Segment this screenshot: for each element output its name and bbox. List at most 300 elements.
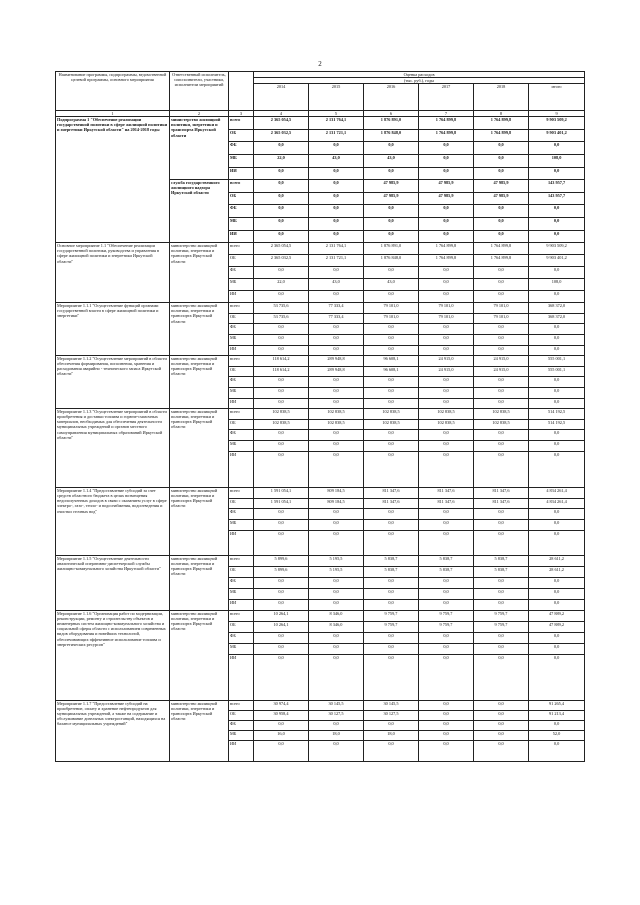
funding-source: ОБ: [229, 129, 254, 142]
amount-cell: 811 347,6: [364, 488, 419, 499]
amount-cell: 0,0: [474, 142, 529, 155]
amount-cell: 0,0: [419, 509, 474, 520]
amount-cell: 91 213,4: [529, 711, 585, 721]
amount-cell: 0,0: [529, 633, 585, 644]
amount-cell: 0,0: [419, 741, 474, 762]
amount-cell: 0,0: [474, 655, 529, 701]
amount-cell: 9 903 509,2: [529, 117, 585, 130]
amount-cell: 2 365 054,5: [254, 117, 309, 130]
executor: министерство жилищной политики, энергетики и транспорта Иркутской области: [170, 556, 229, 611]
amount-cell: 0,0: [474, 267, 529, 279]
funding-source: МБ: [229, 335, 254, 346]
amount-cell: 0,0: [364, 655, 419, 701]
column-number: 2: [170, 111, 229, 117]
amount-cell: 2 131 764,1: [309, 117, 364, 130]
amount-cell: 0,0: [254, 440, 309, 451]
table-row: [56, 409, 585, 420]
amount-cell: 0,0: [364, 440, 419, 451]
amount-cell: 0,0: [309, 335, 364, 346]
funding-source: ОБ: [229, 366, 254, 377]
amount-cell: 0,0: [364, 633, 419, 644]
amount-cell: 0,0: [474, 205, 529, 218]
amount-cell: 0,0: [254, 600, 309, 611]
funding-source: ФБ: [229, 142, 254, 155]
amount-cell: 5 838,7: [419, 567, 474, 578]
amount-cell: 0,0: [364, 600, 419, 611]
amount-cell: 0,0: [529, 721, 585, 731]
amount-cell: 0,0: [419, 633, 474, 644]
amount-cell: 0,0: [254, 430, 309, 441]
amount-cell: 102 838,5: [474, 409, 529, 420]
amount-cell: 0,0: [419, 291, 474, 303]
amount-cell: 0,0: [254, 192, 309, 205]
amount-cell: 8 346,0: [309, 622, 364, 633]
amount-cell: 0,0: [254, 142, 309, 155]
amount-cell: 0,0: [419, 142, 474, 155]
amount-cell: 0,0: [419, 589, 474, 600]
header-estimate: Оценка расходов: [254, 72, 585, 78]
funding-source: ИИ: [229, 398, 254, 409]
amount-cell: 0,0: [474, 633, 529, 644]
funding-source: МБ: [229, 440, 254, 451]
amount-cell: 0,0: [529, 398, 585, 409]
funding-source: ИИ: [229, 167, 254, 180]
column-number: 3: [229, 111, 254, 117]
amount-cell: 0,0: [364, 387, 419, 398]
amount-cell: 0,0: [254, 721, 309, 731]
amount-cell: 102 838,5: [309, 419, 364, 430]
amount-cell: 5 838,7: [419, 556, 474, 567]
amount-cell: 0,0: [309, 530, 364, 556]
amount-cell: 0,0: [529, 519, 585, 530]
amount-cell: 0,0: [254, 335, 309, 346]
funding-source: ОБ: [229, 711, 254, 721]
funding-source: ФБ: [229, 578, 254, 589]
funding-source: МБ: [229, 644, 254, 655]
amount-cell: 52,0: [529, 731, 585, 741]
amount-cell: 0,0: [419, 530, 474, 556]
funding-source: МБ: [229, 731, 254, 741]
amount-cell: 0,0: [254, 324, 309, 335]
amount-cell: 0,0: [309, 167, 364, 180]
amount-cell: 0,0: [529, 451, 585, 488]
amount-cell: 53 735,6: [254, 303, 309, 314]
funding-source: ИИ: [229, 655, 254, 701]
amount-cell: 0,0: [309, 387, 364, 398]
amount-cell: 0,0: [309, 633, 364, 644]
amount-cell: 0,0: [364, 167, 419, 180]
amount-cell: 9 903 401,2: [529, 255, 585, 267]
amount-cell: 16,0: [254, 731, 309, 741]
amount-cell: 30 145,5: [309, 701, 364, 711]
amount-cell: 22,0: [254, 155, 309, 168]
amount-cell: 0,0: [474, 230, 529, 243]
amount-cell: 0,0: [529, 205, 585, 218]
executor: министерство жилищной политики, энергетики и транспорта Иркутской области: [170, 611, 229, 701]
amount-cell: 0,0: [254, 218, 309, 231]
funding-source: ФБ: [229, 377, 254, 388]
amount-cell: 0,0: [254, 291, 309, 303]
header-units: (тыс. руб.), годы: [254, 78, 585, 84]
amount-cell: 0,0: [309, 230, 364, 243]
amount-cell: 0,0: [419, 451, 474, 488]
amount-cell: 0,0: [419, 155, 474, 168]
amount-cell: 10 264,1: [254, 611, 309, 622]
amount-cell: 4 834 261,4: [529, 498, 585, 509]
amount-cell: 0,0: [309, 205, 364, 218]
amount-cell: 0,0: [474, 530, 529, 556]
amount-cell: 1 764 899,8: [419, 243, 474, 255]
funding-source: ОБ: [229, 419, 254, 430]
executor: министерство жилищной политики, энергетики и транспорта Иркутской области: [170, 303, 229, 356]
amount-cell: 0,0: [419, 324, 474, 335]
amount-cell: 0,0: [474, 430, 529, 441]
amount-cell: 108,0: [529, 155, 585, 168]
amount-cell: 0,0: [529, 600, 585, 611]
amount-cell: 0,0: [474, 291, 529, 303]
amount-cell: 809 184,5: [309, 498, 364, 509]
funding-source: ФБ: [229, 721, 254, 731]
amount-cell: 0,0: [474, 644, 529, 655]
header-year: 2016: [364, 84, 419, 111]
funding-source: ОБ: [229, 192, 254, 205]
amount-cell: 0,0: [474, 451, 529, 488]
funding-source: всего: [229, 356, 254, 367]
amount-cell: 30 127,5: [364, 711, 419, 721]
amount-cell: 2 131 721,1: [309, 129, 364, 142]
amount-cell: 0,0: [254, 644, 309, 655]
amount-cell: 0,0: [529, 267, 585, 279]
table-row: [56, 701, 585, 711]
funding-source: всего: [229, 243, 254, 255]
amount-cell: 0,0: [309, 291, 364, 303]
funding-source: всего: [229, 180, 254, 193]
amount-cell: 0,0: [474, 731, 529, 741]
amount-cell: 0,0: [364, 377, 419, 388]
amount-cell: 1 764 899,8: [419, 129, 474, 142]
amount-cell: 0,0: [474, 589, 529, 600]
funding-source: ИИ: [229, 230, 254, 243]
amount-cell: 0,0: [474, 377, 529, 388]
column-number: 5: [309, 111, 364, 117]
funding-source: всего: [229, 409, 254, 420]
amount-cell: 0,0: [529, 589, 585, 600]
amount-cell: 0,0: [254, 180, 309, 193]
amount-cell: 0,0: [474, 335, 529, 346]
amount-cell: 102 838,5: [254, 409, 309, 420]
amount-cell: 0,0: [419, 230, 474, 243]
amount-cell: 0,0: [309, 192, 364, 205]
amount-cell: 0,0: [364, 324, 419, 335]
amount-cell: 96 608,1: [364, 366, 419, 377]
amount-cell: 0,0: [474, 509, 529, 520]
table-row: [56, 611, 585, 622]
amount-cell: 53 735,6: [254, 313, 309, 324]
amount-cell: 0,0: [419, 377, 474, 388]
amount-cell: 24 915,0: [474, 356, 529, 367]
amount-cell: 0,0: [254, 377, 309, 388]
amount-cell: 0,0: [364, 142, 419, 155]
amount-cell: 0,0: [309, 267, 364, 279]
amount-cell: 0,0: [474, 324, 529, 335]
amount-cell: 28 611,2: [529, 556, 585, 567]
amount-cell: 5 838,7: [364, 567, 419, 578]
amount-cell: 5 838,7: [364, 556, 419, 567]
amount-cell: 43,0: [309, 279, 364, 291]
amount-cell: 118 614,2: [254, 356, 309, 367]
amount-cell: 79 101,0: [419, 303, 474, 314]
amount-cell: 0,0: [529, 345, 585, 356]
amount-cell: 96 608,1: [364, 356, 419, 367]
executor: министерство жилищной политики, энергетики и транспорта Иркутской области: [170, 409, 229, 488]
amount-cell: 30 127,5: [309, 711, 364, 721]
amount-cell: 809 184,5: [309, 488, 364, 499]
column-number: 7: [419, 111, 474, 117]
amount-cell: 143 957,7: [529, 180, 585, 193]
amount-cell: 0,0: [529, 741, 585, 762]
funding-source: МБ: [229, 279, 254, 291]
amount-cell: 0,0: [529, 324, 585, 335]
amount-cell: 0,0: [474, 155, 529, 168]
amount-cell: 555 001,1: [529, 366, 585, 377]
amount-cell: 0,0: [254, 741, 309, 762]
amount-cell: 0,0: [474, 345, 529, 356]
amount-cell: 0,0: [309, 398, 364, 409]
amount-cell: 0,0: [419, 398, 474, 409]
amount-cell: 77 333,4: [309, 303, 364, 314]
amount-cell: 118 614,2: [254, 366, 309, 377]
amount-cell: 24 915,0: [474, 366, 529, 377]
amount-cell: 0,0: [364, 530, 419, 556]
amount-cell: 811 347,6: [474, 488, 529, 499]
funding-source: всего: [229, 117, 254, 130]
funding-source: ИИ: [229, 530, 254, 556]
funding-source: ИИ: [229, 741, 254, 762]
amount-cell: 22,0: [254, 279, 309, 291]
amount-cell: 0,0: [474, 600, 529, 611]
amount-cell: 0,0: [309, 655, 364, 701]
amount-cell: 0,0: [254, 655, 309, 701]
amount-cell: 102 838,5: [364, 409, 419, 420]
amount-cell: 79 101,0: [419, 313, 474, 324]
amount-cell: 0,0: [309, 451, 364, 488]
amount-cell: 0,0: [419, 644, 474, 655]
program-name: Мероприятие 1.1.4 "Предоставление субсидий за счет средств областного бюджета в целях возмещения недополученных доходов в связи с оказанием услуг в сфере электро-, газо-, тепло- и водоснабжения, водоотведения и очистки сточных вод": [56, 488, 170, 556]
amount-cell: 0,0: [419, 721, 474, 731]
amount-cell: 0,0: [309, 218, 364, 231]
budget-table-body: [56, 117, 585, 762]
amount-cell: 9 759,7: [474, 622, 529, 633]
program-name: Мероприятие 1.1.5 "Осуществление деятельности аналитической оперативно-диспетчерской службы жилищно-коммунального хозяйства Иркутской области": [56, 556, 170, 611]
amount-cell: 0,0: [419, 519, 474, 530]
amount-cell: 9 759,7: [474, 611, 529, 622]
program-name: Подпрограмма 1 "Обеспечение реализации государственной политики в сфере жилищной политики и энергетики Иркутской области" на 2014-2018 годы: [56, 117, 170, 243]
amount-cell: 4 834 261,4: [529, 488, 585, 499]
funding-source: ФБ: [229, 509, 254, 520]
amount-cell: 368 372,0: [529, 303, 585, 314]
amount-cell: 0,0: [309, 600, 364, 611]
amount-cell: 5 899,6: [254, 556, 309, 567]
amount-cell: 0,0: [474, 167, 529, 180]
amount-cell: 1 591 054,1: [254, 498, 309, 509]
amount-cell: 5 838,7: [474, 567, 529, 578]
amount-cell: 43,0: [309, 155, 364, 168]
executor: министерство жилищной политики, энергетики и транспорта Иркутской области: [170, 701, 229, 762]
amount-cell: 5 838,7: [474, 556, 529, 567]
budget-table: [55, 71, 585, 762]
funding-source: всего: [229, 488, 254, 499]
amount-cell: 0,0: [309, 440, 364, 451]
amount-cell: 0,0: [309, 324, 364, 335]
amount-cell: 1 764 899,8: [474, 255, 529, 267]
table-row: [56, 488, 585, 499]
program-name: Мероприятие 1.1.7 "Предоставление субсидий на приобретение, оплату и хранение нефтепродуктов для муниципальных учреждений, а также на содержание и обслуживание дизельных электростанций, находящихся на балансе муниципальных учреждений": [56, 701, 170, 762]
amount-cell: 0,0: [364, 345, 419, 356]
amount-cell: 0,0: [529, 644, 585, 655]
column-number: 9: [529, 111, 585, 117]
funding-source: МБ: [229, 519, 254, 530]
header-year: 2018: [474, 84, 529, 111]
column-number: 4: [254, 111, 309, 117]
amount-cell: 0,0: [474, 741, 529, 762]
header-year: 2014: [254, 84, 309, 111]
amount-cell: 0,0: [529, 335, 585, 346]
amount-cell: 0,0: [254, 633, 309, 644]
amount-cell: 0,0: [364, 218, 419, 231]
amount-cell: 30 958,4: [254, 711, 309, 721]
amount-cell: 30 974,4: [254, 701, 309, 711]
amount-cell: 47 985,9: [474, 180, 529, 193]
funding-source: ФБ: [229, 267, 254, 279]
funding-source: ИИ: [229, 451, 254, 488]
amount-cell: 0,0: [529, 387, 585, 398]
funding-source: ИИ: [229, 345, 254, 356]
amount-cell: 79 101,0: [364, 313, 419, 324]
amount-cell: 0,0: [364, 519, 419, 530]
table-row: [56, 556, 585, 567]
program-name: Мероприятие 1.1.3 "Осуществление мероприятий в области приобретения и доставки топлива и горюче-смазочных материалов, необходимых для обеспечения деятельности муниципальных учреждений и органов местного самоуправления муниципальных образований Иркутской области": [56, 409, 170, 488]
amount-cell: 0,0: [419, 345, 474, 356]
amount-cell: 0,0: [419, 701, 474, 711]
executor: министерство жилищной политики, энергетики и транспорта Иркутской области: [170, 356, 229, 409]
amount-cell: 24 915,0: [419, 366, 474, 377]
amount-cell: 0,0: [364, 398, 419, 409]
column-number: 8: [474, 111, 529, 117]
amount-cell: 47 889,2: [529, 622, 585, 633]
amount-cell: 5 195,5: [309, 556, 364, 567]
funding-source: ФБ: [229, 430, 254, 441]
amount-cell: 24 915,0: [419, 356, 474, 367]
amount-cell: 0,0: [364, 291, 419, 303]
amount-cell: 1 876 848,0: [364, 255, 419, 267]
amount-cell: 0,0: [529, 430, 585, 441]
executor: министерство жилищной политики, энергетики и транспорта Иркутской области: [170, 117, 229, 180]
amount-cell: 0,0: [419, 335, 474, 346]
amount-cell: 102 838,5: [419, 409, 474, 420]
header-responsible: Ответственный исполнитель, соисполнители, участники, исполнители мероприятий: [170, 72, 229, 111]
amount-cell: 1 591 054,1: [254, 488, 309, 499]
funding-source: всего: [229, 611, 254, 622]
header-name: Наименование программы, подпрограммы, ведомственной целевой программы, основного мероприятия: [56, 72, 170, 111]
amount-cell: 43,0: [364, 279, 419, 291]
amount-cell: 289 948,8: [309, 366, 364, 377]
funding-source: МБ: [229, 589, 254, 600]
amount-cell: 555 001,1: [529, 356, 585, 367]
amount-cell: 0,0: [474, 398, 529, 409]
amount-cell: 2 365 054,5: [254, 243, 309, 255]
funding-source: ИИ: [229, 600, 254, 611]
amount-cell: 2 131 721,1: [309, 255, 364, 267]
funding-source: ФБ: [229, 633, 254, 644]
amount-cell: 0,0: [474, 279, 529, 291]
amount-cell: 18,0: [364, 731, 419, 741]
page-number: 2: [318, 60, 322, 68]
amount-cell: 811 347,6: [419, 488, 474, 499]
amount-cell: 0,0: [309, 721, 364, 731]
amount-cell: 0,0: [364, 741, 419, 762]
amount-cell: 0,0: [364, 430, 419, 441]
amount-cell: 0,0: [419, 205, 474, 218]
amount-cell: 0,0: [419, 731, 474, 741]
amount-cell: 47 985,9: [419, 180, 474, 193]
amount-cell: 0,0: [364, 451, 419, 488]
amount-cell: 0,0: [254, 578, 309, 589]
funding-source: ФБ: [229, 324, 254, 335]
amount-cell: 9 903 401,2: [529, 129, 585, 142]
amount-cell: 0,0: [529, 230, 585, 243]
amount-cell: 1 764 899,8: [474, 129, 529, 142]
amount-cell: 0,0: [419, 267, 474, 279]
amount-cell: 811 347,6: [364, 498, 419, 509]
amount-cell: 0,0: [254, 230, 309, 243]
amount-cell: 0,0: [309, 180, 364, 193]
amount-cell: 47 985,9: [364, 192, 419, 205]
amount-cell: 0,0: [309, 509, 364, 520]
amount-cell: 108,0: [529, 279, 585, 291]
amount-cell: 0,0: [474, 721, 529, 731]
amount-cell: 0,0: [254, 205, 309, 218]
amount-cell: 0,0: [364, 644, 419, 655]
amount-cell: 0,0: [474, 701, 529, 711]
amount-cell: 102 838,5: [419, 419, 474, 430]
amount-cell: 0,0: [364, 335, 419, 346]
program-name: Мероприятие 1.1.2 "Осуществление мероприятий в области обеспечения формирования, пополнения, хранения и расходования аварийно - технического запаса Иркутской области": [56, 356, 170, 409]
amount-cell: 0,0: [419, 167, 474, 180]
amount-cell: 1 876 848,0: [364, 129, 419, 142]
amount-cell: 0,0: [254, 530, 309, 556]
amount-cell: 0,0: [254, 589, 309, 600]
amount-cell: 0,0: [419, 430, 474, 441]
program-name: Мероприятие 1.1.6 "Организация работ по модернизации, реконструкции, ремонту и строительству объектов и инженерных систем жилищно-коммунального хозяйства и социальной сферы области с использованием современных видов оборудования и новейших технологий, обеспечивающих эффективное использование топлива и энергетических ресурсов": [56, 611, 170, 701]
funding-source: всего: [229, 701, 254, 711]
program-name: Мероприятие 1.1.1 "Осуществление функций органами государственной власти в сфере жилищной политики и энергетики": [56, 303, 170, 356]
amount-cell: 0,0: [419, 711, 474, 721]
amount-cell: 0,0: [529, 578, 585, 589]
amount-cell: 0,0: [474, 578, 529, 589]
amount-cell: 9 759,7: [364, 611, 419, 622]
program-name: Основное мероприятие 1.1 "Обеспечение реализации государственной политики, руководства и управления в сфере жилищной политики и энергетики Иркутской области": [56, 243, 170, 303]
funding-source: ОБ: [229, 567, 254, 578]
header-year: итого: [529, 84, 585, 111]
amount-cell: 514 192,5: [529, 409, 585, 420]
amount-cell: 1 764 899,8: [419, 255, 474, 267]
funding-source: МБ: [229, 387, 254, 398]
amount-cell: 1 764 899,8: [474, 117, 529, 130]
amount-cell: 514 192,5: [529, 419, 585, 430]
amount-cell: 9 903 509,2: [529, 243, 585, 255]
amount-cell: 2 365 032,5: [254, 255, 309, 267]
amount-cell: 0,0: [529, 167, 585, 180]
